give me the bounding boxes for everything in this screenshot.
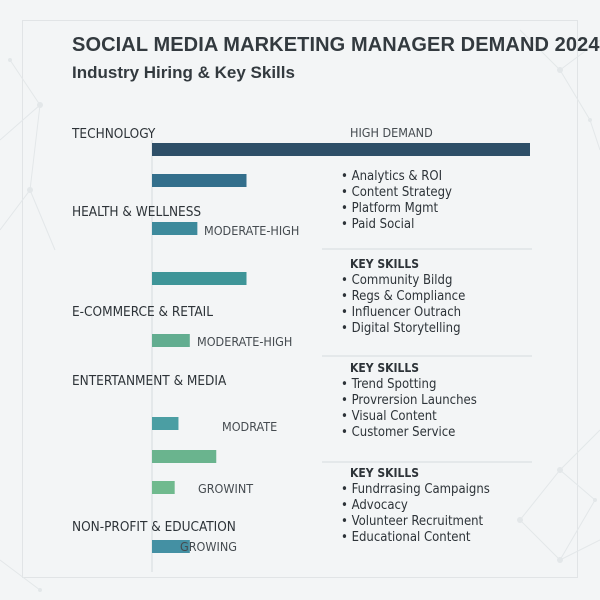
bar-4-1 [152, 450, 216, 463]
skill-item-2-1: • Community Bildg [341, 273, 453, 288]
skills-heading-4: KEY SKILLS [350, 466, 420, 480]
skills-heading-2: KEY SKILLS [350, 257, 420, 271]
category-label-3: E-COMMERCE & RETAIL [72, 304, 213, 320]
demand-level-label-6: GROWING [180, 539, 237, 554]
skill-item-1-2: • Content Strategy [341, 185, 452, 200]
skill-item-3-3: • Visual Content [341, 409, 437, 424]
skill-item-2-2: • Regs & Compliance [341, 289, 466, 304]
skill-item-1-4: • Paid Social [341, 217, 415, 232]
chart-title: SOCIAL MEDIA MARKETING MANAGER DEMAND 2024 [72, 34, 600, 56]
skill-item-3-2: • Provrersion Launches [341, 393, 477, 408]
category-label-5: NON-PROFIT & EDUCATION [72, 519, 236, 535]
demand-level-label-4: MODRATE [222, 419, 278, 434]
category-label-1: TECHNOLOGY [72, 126, 156, 142]
skill-item-2-4: • Digital Storytelling [341, 321, 461, 336]
skill-item-4-2: • Advocacy [341, 498, 408, 513]
skills-heading-3: KEY SKILLS [350, 361, 420, 375]
category-label-4: ENTERTANMENT & MEDIA [72, 373, 227, 389]
bar-3-1 [152, 334, 190, 347]
demand-level-label-5: GROWINT [198, 481, 254, 496]
bar-1-1 [152, 143, 530, 156]
bar-2-2 [152, 272, 247, 285]
skill-item-1-3: • Platform Mgmt [341, 201, 439, 216]
chart-subtitle: Industry Hiring & Key Skills [72, 63, 295, 82]
bar-4-2 [152, 481, 175, 494]
bar-1-2 [152, 174, 247, 187]
bar-3-2 [152, 417, 178, 430]
skill-item-3-1: • Trend Spotting [341, 377, 437, 392]
skill-item-4-3: • Volunteer Recruitment [341, 514, 484, 529]
bar-2-1 [152, 222, 197, 235]
demand-level-label-3: MODERATE-HIGH [197, 334, 293, 349]
skill-item-1-1: • Analytics & ROI [341, 169, 443, 184]
skill-item-4-1: • Fundrrasing Campaigns [341, 482, 490, 497]
skill-item-2-3: • Influencer Outrach [341, 305, 462, 320]
demand-level-label-1: HIGH DEMAND [350, 125, 433, 140]
category-label-2: HEALTH & WELLNESS [72, 204, 202, 220]
demand-level-label-2: MODERATE-HIGH [204, 223, 300, 238]
skill-item-4-4: • Educational Content [341, 530, 471, 545]
skill-item-3-4: • Customer Service [341, 425, 456, 440]
